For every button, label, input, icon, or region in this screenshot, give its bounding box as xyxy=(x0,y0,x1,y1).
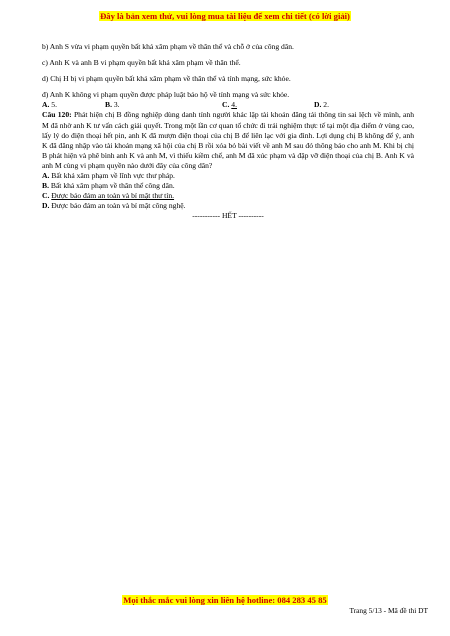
option-b: B. 3. xyxy=(105,100,120,110)
question-label: Câu 120: xyxy=(42,110,72,120)
preview-banner-text: Đây là bản xem thử, vui lòng mua tài liệu để xem chi tiết (có lời giải) xyxy=(100,11,350,21)
statement-d: d) Chị H bị vi phạm quyền bất khả xâm phạm về thân thể và tính mạng, sức khỏe. xyxy=(42,74,291,84)
answer-options-row xyxy=(42,100,414,110)
statement-c: c) Anh K và anh B vi phạm quyền bất khả xâm phạm về thân thể. xyxy=(42,58,241,68)
hotline-banner-text: Mọi thắc mắc vui lòng xin liên hệ hotline: 084 283 45 85 xyxy=(123,595,327,605)
option-d: D. 2. xyxy=(314,100,329,110)
choice-b: B. Bất khả xâm phạm về thân thể công dân. xyxy=(42,181,175,191)
end-marker: ----------- HẾT ---------- xyxy=(192,211,264,221)
option-a: A. 5. xyxy=(42,100,57,110)
question-120 xyxy=(42,110,414,171)
preview-banner xyxy=(0,11,450,21)
question-text: Phát hiện chị B đồng nghiệp dùng danh tính người khác lập tài khoản đăng tải thông tin sai lệch về mình, anh M đã nhờ anh K tư vấn cách giải quyết. Trong một lần cơ quan tổ chức đi trải nghiệm thực tế tại một địa điểm ở vùng cao, lấy lý do điện thoại hết pin, anh K đã mượn điện thoại của chị B để liên lạc với gia đình. Lợi dụng chị B không để ý, anh K đã đăng nhập vào tài khoản mạng xã hội của chị B rồi xóa bỏ bài viết về anh M sau đó thông báo cho anh M. Khi bị chị B phát hiện và phê bình anh K và anh M, vì thiếu kiềm chế, anh M đã xúc phạm và đập vỡ điện thoại của chị B. Anh K và anh M cùng vi phạm quyền nào dưới đây của công dân? xyxy=(42,110,414,170)
hotline-banner xyxy=(0,595,450,605)
choice-a: A. Bất khả xâm phạm về lĩnh vực thư pháp. xyxy=(42,171,175,181)
document-body xyxy=(42,42,414,222)
page-footer: Trang 5/13 - Mã đề thi DT xyxy=(349,606,428,615)
statement-dd: đ) Anh K không vi phạm quyền được pháp luật bảo hộ về tính mạng và sức khỏe. xyxy=(42,90,290,100)
choice-d: D. Được bảo đảm an toàn và bí mật công nghệ. xyxy=(42,201,186,211)
option-c: C. 4. xyxy=(222,100,237,110)
statement-b: b) Anh S vừa vi phạm quyền bất khả xâm phạm về thân thể và chỗ ở của công dân. xyxy=(42,42,294,51)
choice-c: C. Được bảo đảm an toàn và bí mật thư tín. xyxy=(42,191,175,201)
